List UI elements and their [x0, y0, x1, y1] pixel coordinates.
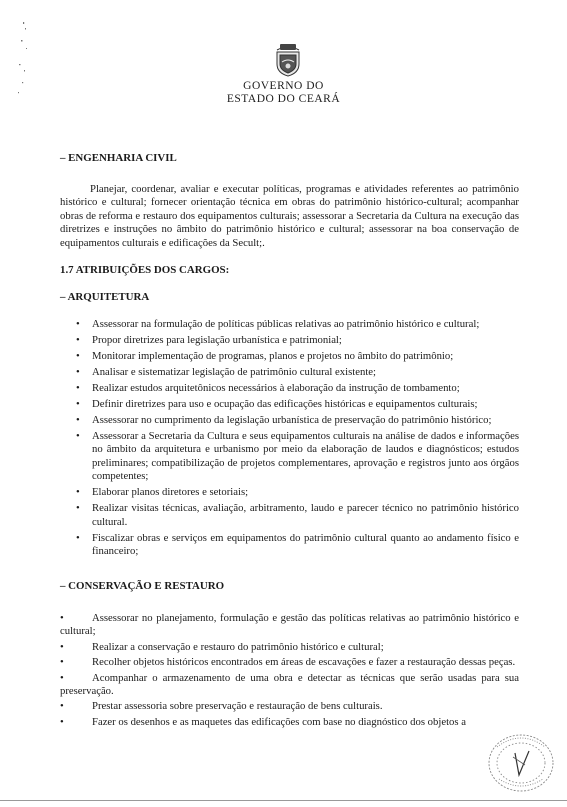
- heading-atribuicoes-dos-cargos: 1.7 ATRIBUIÇÕES DOS CARGOS:: [60, 264, 230, 276]
- header-governo: GOVERNO DO: [243, 80, 324, 92]
- list-item: [70, 398, 519, 411]
- state-coat-of-arms-icon: [273, 40, 303, 78]
- bullet-icon: •: [76, 398, 80, 410]
- bullet-icon: •: [76, 350, 80, 362]
- bullet-icon: •: [60, 612, 64, 624]
- list-item: [70, 366, 519, 379]
- list-conservacao: [60, 612, 519, 731]
- list-item: [60, 672, 519, 699]
- list-item-text: Definir diretrizes para uso e ocupação das edificações históricas e equipamentos culturais;: [92, 398, 478, 410]
- list-item: [60, 641, 519, 654]
- list-item: [60, 612, 519, 639]
- list-item: [70, 334, 519, 347]
- bullet-icon: •: [60, 700, 64, 713]
- list-item-text: Monitorar implementação de programas, planos e projetos no âmbito do patrimônio;: [92, 350, 454, 362]
- list-item-text: Realizar a conservação e restauro do patrimônio histórico e cultural;: [92, 640, 384, 653]
- bullet-icon: •: [60, 671, 64, 684]
- bullet-icon: •: [60, 715, 64, 728]
- page-bottom-edge: [0, 800, 567, 801]
- list-item-text: Assessorar na formulação de políticas públicas relativas ao patrimônio histórico e cultural;: [92, 318, 480, 330]
- list-item-text: Prestar assessoria sobre preservação e restauração de bens culturais.: [92, 700, 383, 713]
- bullet-icon: •: [60, 640, 64, 653]
- bullet-icon: •: [76, 531, 80, 544]
- list-item: [70, 430, 519, 484]
- list-item-text: Assessorar no planejamento, formulação e gestão das políticas relativas ao patrimônio histórico e cultural;: [60, 612, 519, 638]
- bullet-icon: •: [76, 334, 80, 346]
- list-item: [70, 532, 519, 559]
- list-item: [70, 502, 519, 529]
- bullet-icon: •: [76, 430, 80, 442]
- list-item-text: Fiscalizar obras e serviços em equipamentos do patrimônio cultural quanto ao andamento físico e financeiro;: [92, 531, 519, 558]
- bullet-icon: •: [60, 656, 64, 669]
- bullet-icon: •: [76, 502, 80, 515]
- list-item: [70, 414, 519, 427]
- bullet-icon: •: [76, 414, 80, 426]
- list-item-text: Analisar e sistematizar legislação de patrimônio cultural existente;: [92, 366, 377, 378]
- list-item: [70, 350, 519, 363]
- list-item: [60, 700, 519, 713]
- bullet-icon: •: [76, 486, 80, 499]
- list-item: [60, 716, 519, 729]
- list-item-text: Assessorar a Secretaria da Cultura e seus equipamentos culturais na análise de dados e informações no âmbito da arquitetura e urbanismo por meio da elaboração de laudos e diagnósticos; estudos preliminares; compatibilização de projetos complementares, aprovação e registros junto aos órgãos competentes;: [92, 430, 519, 483]
- list-item-text: Acompanhar o armazenamento de uma obra e detectar as técnicas que serão usadas para sua preservação.: [60, 671, 519, 698]
- list-item-text: Recolher objetos históricos encontrados em áreas de escavações e fazer a restauração dessas peças.: [92, 656, 516, 669]
- list-item-text: Elaborar planos diretores e setoriais;: [92, 486, 249, 499]
- list-item-text: Propor diretrizes para legislação urbanística e patrimonial;: [92, 334, 342, 346]
- bullet-icon: •: [76, 382, 80, 394]
- bullet-icon: •: [76, 318, 80, 330]
- list-item: [60, 656, 519, 669]
- list-item-text: Realizar visitas técnicas, avaliação, arbitramento, laudo e parecer técnico no patrimônio histórico cultural.: [92, 502, 519, 528]
- list-item-text: Assessorar no cumprimento da legislação urbanística de preservação do patrimônio histórico;: [92, 414, 492, 426]
- official-seal-stamp-icon: [483, 727, 557, 793]
- list-item: [70, 382, 519, 395]
- list-item: [70, 318, 519, 331]
- list-item-text: Realizar estudos arquitetônicos necessários à elaboração da instrução de tombamento;: [92, 382, 460, 394]
- list-item-text: Fazer os desenhos e as maquetes das edificações com base no diagnóstico dos objetos a: [92, 715, 466, 728]
- list-item: [70, 486, 519, 499]
- heading-conservacao-e-restauro: – CONSERVAÇÃO E RESTAURO: [60, 580, 225, 592]
- list-arquitetura: [70, 318, 519, 561]
- bullet-icon: •: [76, 366, 80, 378]
- header-estado: ESTADO DO CEARÁ: [226, 93, 341, 105]
- paragraph-engenharia-civil: Planejar, coordenar, avaliar e executar políticas, programas e atividades referentes ao patrimônio histórico e cultural; fornecer orientação técnica em obras do patrimônio histórico-cultural; acompanhar obras de reforma e restauro dos equipamentos culturais; assessorar a Secretaria da Cultura na execução das diretrizes e instruções no âmbito do patrimônio histórico e cultural; assessorar na boa conservação de equipamentos culturais e edificações da Secult;.: [60, 183, 519, 249]
- heading-engenharia-civil: – ENGENHARIA CIVIL: [60, 152, 177, 164]
- heading-arquitetura: – ARQUITETURA: [60, 291, 150, 303]
